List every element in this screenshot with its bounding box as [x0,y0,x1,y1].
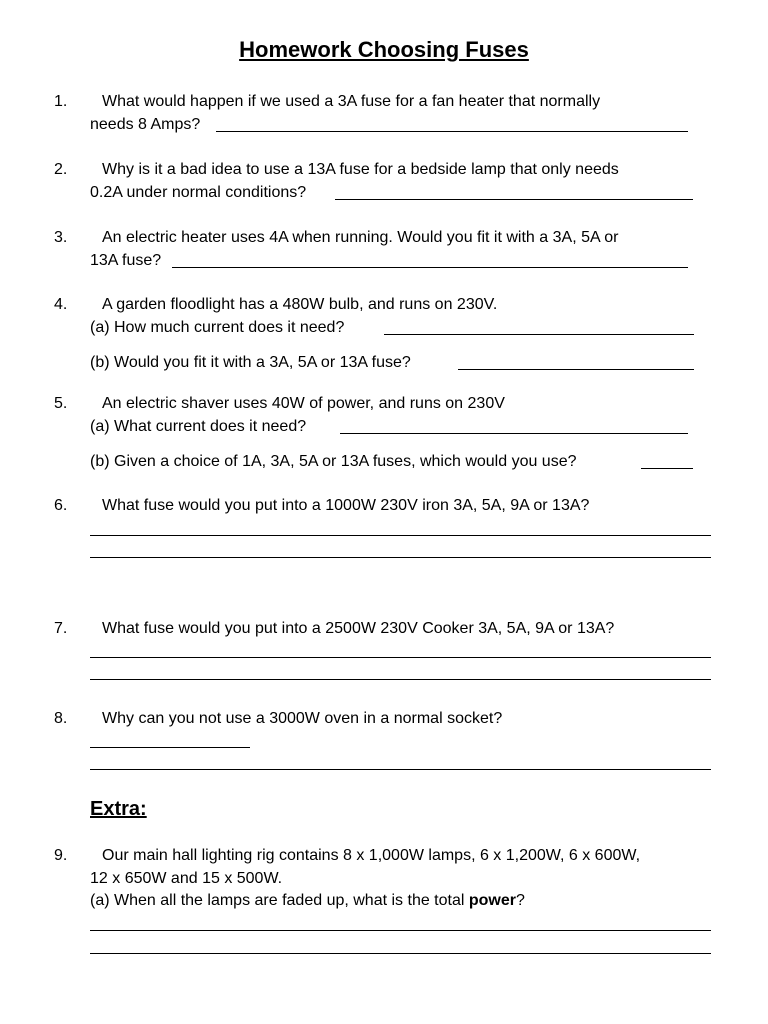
question-number: 9. [54,847,68,864]
question-text: What fuse would you put into a 2500W 230V Cooker 3A, 5A, 9A or 13A? [102,620,615,637]
answer-line[interactable] [335,199,693,200]
question-part-b: (b) Given a choice of 1A, 3A, 5A or 13A fuses, which would you use? [90,453,577,470]
answer-line[interactable] [216,131,688,132]
question-number: 8. [54,710,68,727]
question-part-a [90,892,525,910]
question-number: 2. [54,161,68,178]
question-part-a: (a) What current does it need? [90,418,307,435]
question-text: 0.2A under normal conditions? [90,184,307,201]
answer-line[interactable] [340,433,688,434]
answer-line[interactable] [641,468,693,469]
extra-heading: Extra: [90,798,147,820]
question-part-b: (b) Would you fit it with a 3A, 5A or 13A fuse? [90,354,411,371]
answer-line[interactable] [90,535,711,536]
answer-line[interactable] [90,769,711,770]
question-text: needs 8 Amps? [90,116,201,133]
answer-line[interactable] [172,267,688,268]
question-text: Our main hall lighting rig contains 8 x 1,000W lamps, 6 x 1,200W, 6 x 600W, [102,847,641,864]
answer-line[interactable] [90,747,250,748]
question-number: 1. [54,93,68,110]
question-text: What would happen if we used a 3A fuse for a fan heater that normally [102,93,601,110]
answer-line[interactable] [90,557,711,558]
answer-line[interactable] [90,679,711,680]
question-part-a: (a) How much current does it need? [90,319,345,336]
question-number: 7. [54,620,68,637]
question-text: What fuse would you put into a 1000W 230V iron 3A, 5A, 9A or 13A? [102,497,590,514]
question-mark: ? [516,892,525,909]
question-text: Why can you not use a 3000W oven in a normal socket? [102,710,503,727]
answer-line[interactable] [90,930,711,931]
answer-line[interactable] [90,953,711,954]
question-text: An electric heater uses 4A when running. Would you fit it with a 3A, 5A or [102,229,619,246]
question-text: An electric shaver uses 40W of power, and runs on 230V [102,395,505,412]
question-number: 5. [54,395,68,412]
answer-line[interactable] [90,657,711,658]
question-number: 6. [54,497,68,514]
worksheet-title: Homework Choosing Fuses [239,37,529,62]
question-text: 13A fuse? [90,252,162,269]
question-text: Why is it a bad idea to use a 13A fuse for a bedside lamp that only needs [102,161,619,178]
question-text: 12 x 650W and 15 x 500W. [90,870,283,887]
answer-line[interactable] [458,369,694,370]
emphasis-power: power [468,892,516,909]
question-number: 4. [54,296,68,313]
question-number: 3. [54,229,68,246]
answer-line[interactable] [384,334,694,335]
question-part-a-text: (a) When all the lamps are faded up, what is the total [90,892,469,909]
question-text: A garden floodlight has a 480W bulb, and runs on 230V. [102,296,498,313]
